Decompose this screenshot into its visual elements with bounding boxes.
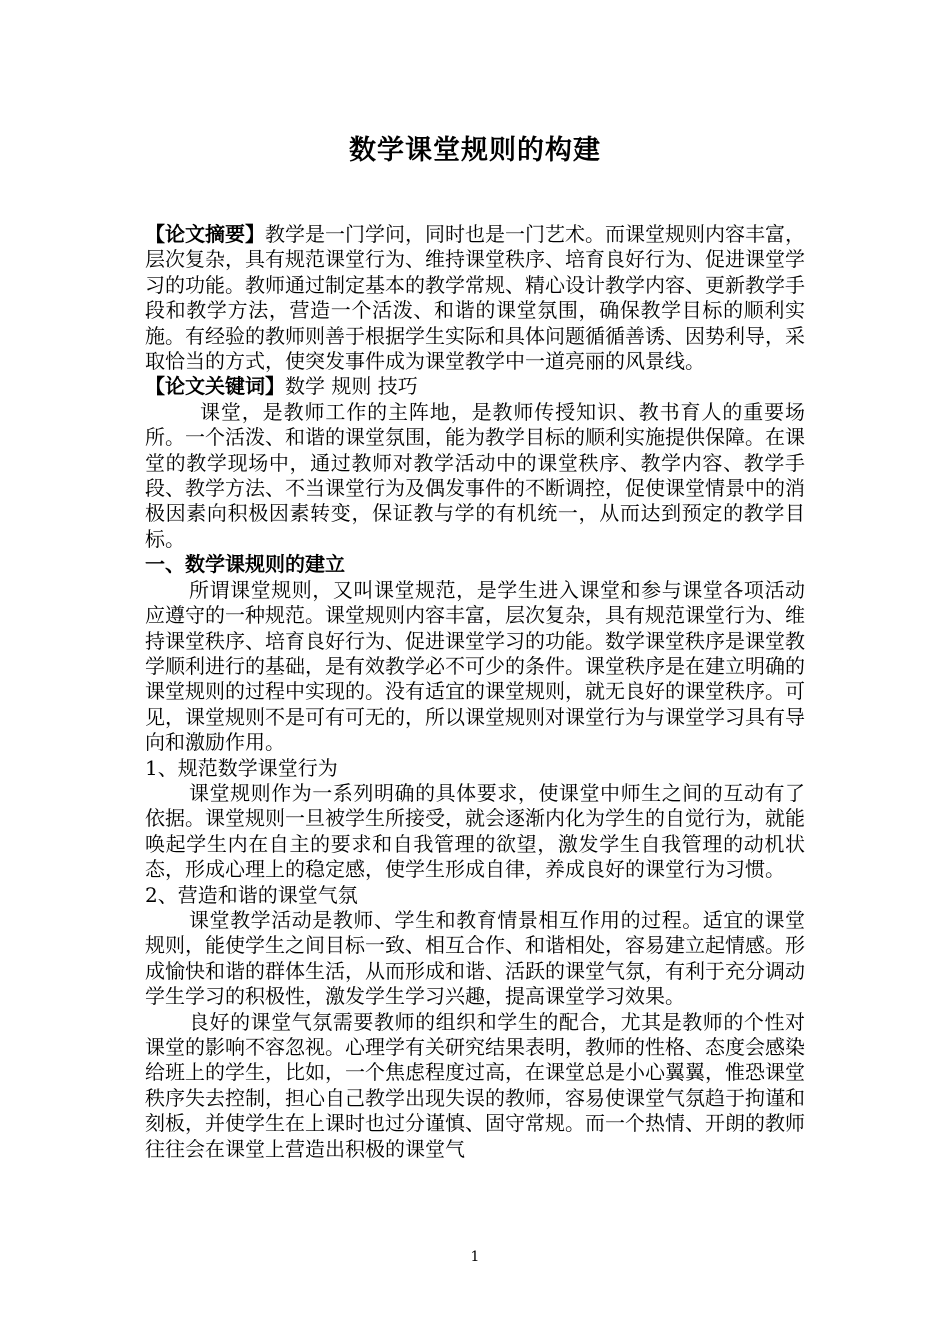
subsection-paragraph: 课堂教学活动是教师、学生和教育情景相互作用的过程。适宜的课堂规则，能使学生之间目标一致、相互合作、和谐相处，容易建立起情感。形成愉快和谐的群体生活，从而形成和谐、活跃的课堂气氛，有利于充分调动学生学习的积极性，激发学生学习兴趣，提高课堂学习效果。 <box>145 907 805 1009</box>
abstract-paragraph <box>145 222 805 374</box>
keywords-paragraph <box>145 374 805 399</box>
abstract-text: 教学是一门学问，同时也是一门艺术。而课堂规则内容丰富，层次复杂，具有规范课堂行为、维持课堂秩序、培育良好行为、促进课堂学习的功能。教师通过制定基本的教学常规、精心设计教学内容、更新教学手段和教学方法，营造一个活泼、和谐的课堂氛围，确保教学目标的顺利实施。有经验的教师则善于根据学生实际和具体问题循循善诱、因势利导，采取恰当的方式，使突发事件成为课堂教学中一道亮丽的风景线。 <box>145 222 805 374</box>
intro-paragraph: 课堂，是教师工作的主阵地，是教师传授知识、教书育人的重要场所。一个活泼、和谐的课堂氛围，能为教学目标的顺利实施提供保障。在课堂的教学现场中，通过教师对教学活动中的课堂秩序、教学内容、教学手段、教学方法、不当课堂行为及偶发事件的不断调控，促使课堂情景中的消极因素向积极因素转变，保证教与学的有机统一，从而达到预定的教学目标。 <box>145 399 805 551</box>
keywords-text: 数学 规则 技巧 <box>285 374 418 399</box>
document-title: 数学课堂规则的构建 <box>349 135 601 166</box>
subsection-paragraph: 课堂规则作为一系列明确的具体要求，使课堂中师生之间的互动有了依据。课堂规则一旦被学生所接受，就会逐渐内化为学生的自觉行为，就能唤起学生内在自主的要求和自我管理的欲望，激发学生自我管理的动机状态，形成心理上的稳定感，使学生形成自律，养成良好的课堂行为习惯。 <box>145 780 805 882</box>
subsection-paragraph: 良好的课堂气氛需要教师的组织和学生的配合，尤其是教师的个性对课堂的影响不容忽视。心理学有关研究结果表明，教师的性格、态度会感染给班上的学生，比如，一个焦虑程度过高，在课堂总是小心翼翼，惟恐课堂秩序失去控制，担心自己教学出现失误的教师，容易使课堂气氛趋于拘谨和刻板，并使学生在上课时也过分谨慎、固守常规。而一个热情、开朗的教师往往会在课堂上营造出积极的课堂气 <box>145 1009 805 1161</box>
abstract-label: 【论文摘要】 <box>145 222 265 246</box>
page-number: 1 <box>470 1249 480 1265</box>
section-heading: 一、数学课规则的建立 <box>145 552 345 577</box>
keywords-label: 【论文关键词】 <box>145 374 285 399</box>
document-body <box>145 222 805 1162</box>
subsection-heading: 1、规范数学课堂行为 <box>145 755 338 780</box>
section-paragraph: 所谓课堂规则，又叫课堂规范，是学生进入课堂和参与课堂各项活动应遵守的一种规范。课堂规则内容丰富，层次复杂，具有规范课堂行为、维持课堂秩序、培育良好行为、促进课堂学习的功能。数学课堂秩序是课堂教学顺利进行的基础，是有效教学必不可少的条件。课堂秩序是在建立明确的课堂规则的过程中实现的。没有适宜的课堂规则，就无良好的课堂秩序。可见，课堂规则不是可有可无的，所以课堂规则对课堂行为与课堂学习具有导向和激励作用。 <box>145 577 805 755</box>
subsection-heading: 2、营造和谐的课堂气氛 <box>145 882 358 907</box>
